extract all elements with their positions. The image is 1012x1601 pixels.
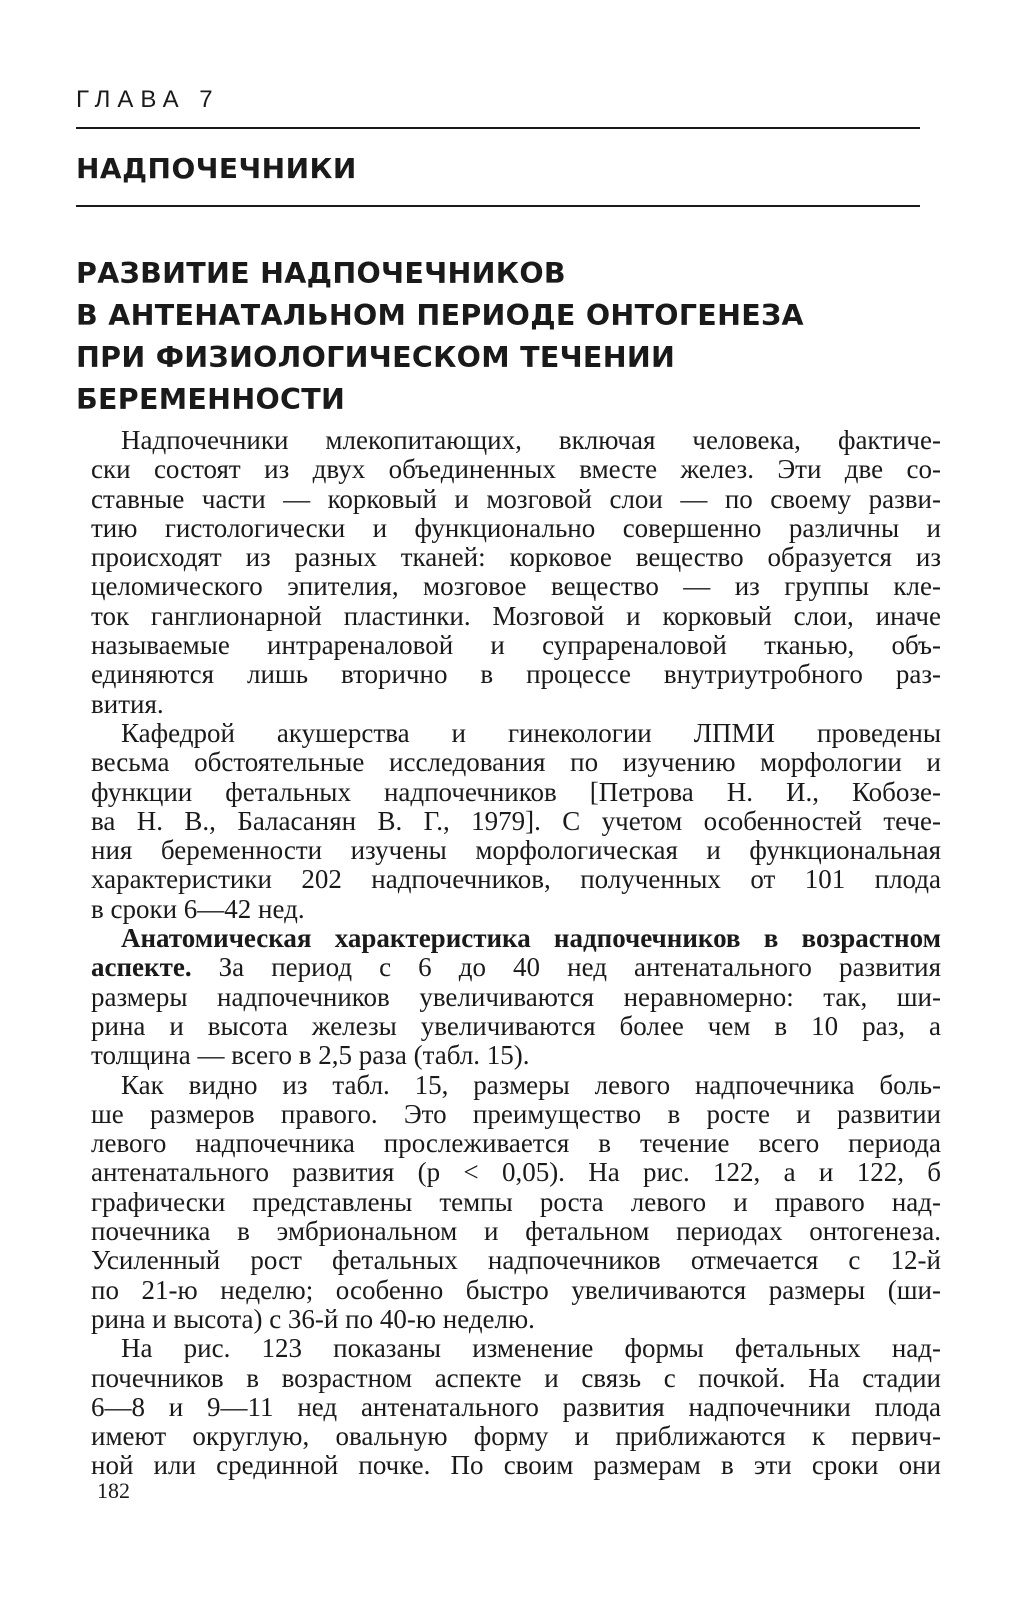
paragraph-heading: Анатомическая характеристика надпочечников в возрастном (121, 923, 941, 954)
text-line: в сроки 6—42 нед. (91, 893, 305, 924)
section-title-line: В АНТЕНАТАЛЬНОМ ПЕРИОДЕ ОНТОГЕНЕЗА (76, 299, 804, 332)
text-line: почечников в возрастном аспекте и связь с почкой. На стадии (91, 1362, 941, 1393)
paragraph-heading-tail: аспекте. (91, 952, 192, 983)
text-line: графически представлены темпы роста левого и правого над- (91, 1186, 941, 1217)
text-line: ток ганглионарной пластинки. Мозговой и корковый слои, иначе (91, 600, 941, 631)
text-line: рина и высота) с 36-й по 40-ю неделю. (91, 1303, 535, 1334)
section-title-line: ПРИ ФИЗИОЛОГИЧЕСКОМ ТЕЧЕНИИ (76, 341, 676, 374)
text-line: Надпочечники млекопитающих, включая человека, фактиче- (121, 425, 941, 455)
body-text (91, 426, 941, 1481)
paragraph-3 (91, 924, 941, 1070)
text-line: происходят из разных тканей: корковое вещество образуется из (91, 542, 941, 573)
text-line: ше размеров правого. Это преимущество в росте и развитии (91, 1098, 941, 1129)
text-line: имеют округлую, овальную форму и приближаются к первич- (91, 1421, 941, 1452)
text-line: тию гистологически и функционально совершенно различны и (91, 512, 941, 543)
section-title-line: БЕРЕМЕННОСТИ (76, 383, 346, 416)
paragraph-5 (91, 1334, 941, 1480)
section-title-line: РАЗВИТИЕ НАДПОЧЕЧНИКОВ (76, 257, 566, 290)
text-line: почечника в эмбриональном и фетальном периодах онтогенеза. (91, 1216, 941, 1247)
text-line: единяются лишь вторично в процессе внутриутробного раз- (91, 659, 941, 690)
text-line: ной или срединной почке. По своим размерам в эти сроки они (91, 1450, 941, 1481)
text-line: размеры надпочечников увеличиваются неравномерно: так, ши- (91, 981, 941, 1012)
text-line: левого надпочечника прослеживается в течение всего периода (91, 1128, 941, 1159)
section-title (76, 253, 926, 421)
text-line: ва Н. В., Баласанян В. Г., 1979]. С учетом особенностей тече- (91, 805, 941, 836)
text-line: целомического эпителия, мозговое вещество — из группы кле- (91, 571, 941, 602)
text-line: 6—8 и 9—11 нед антенатального развития надпочечники плода (91, 1391, 941, 1422)
text-line: Усиленный рост фетальных надпочечников отмечается с 12-й (91, 1245, 941, 1276)
paragraph-2 (91, 719, 941, 924)
chapter-label: ГЛАВА 7 (76, 86, 220, 113)
title-rule (76, 205, 920, 207)
text-line: толщина — всего в 2,5 раза (табл. 15). (91, 1040, 530, 1071)
text-line: весьма обстоятельные исследования по изучению морфологии и (91, 747, 941, 778)
text-line: На рис. 123 показаны изменение формы фетальных над- (121, 1333, 941, 1364)
text-line: Кафедрой акушерства и гинекологии ЛПМИ проведены (121, 717, 941, 748)
text-line: ски состоят из двух объединенных вместе желез. Эти две со- (91, 454, 941, 485)
text-line: вития. (91, 688, 164, 719)
paragraph-1 (91, 426, 941, 719)
text-line: характеристики 202 надпочечников, полученных от 101 плода (91, 864, 941, 895)
text-line: ния беременности изучены морфологическая и функциональная (91, 835, 941, 866)
paragraph-4 (91, 1071, 941, 1335)
text-fragment: За период с 6 до 40 нед антенатального развития (218, 952, 942, 983)
text-line: функции фетальных надпочечников [Петрова Н. И., Кобозе- (91, 776, 941, 807)
text-line: по 21-ю неделю; особенно быстро увеличиваются размеры (ши- (91, 1274, 941, 1305)
text-line: ставные части — корковый и мозговой слои — по своему разви- (91, 483, 941, 514)
text-line: антенатального развития (p < 0,05). На рис. 122, а и 122, б (91, 1157, 941, 1188)
text-line: называемые интрареналовой и супрареналовой тканью, объ- (91, 630, 941, 661)
top-rule (76, 127, 920, 129)
text-line: Как видно из табл. 15, размеры левого надпочечника боль- (121, 1069, 941, 1100)
text-line: рина и высота железы увеличиваются более чем в 10 раз, а (91, 1010, 941, 1041)
page-number: 182 (97, 1478, 130, 1503)
text-line (91, 953, 941, 982)
chapter-title: НАДПОЧЕЧНИКИ (76, 152, 357, 185)
